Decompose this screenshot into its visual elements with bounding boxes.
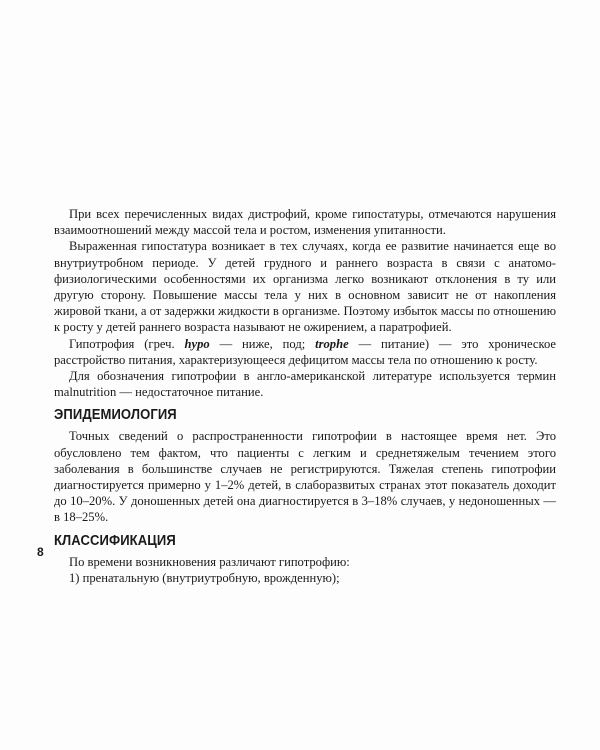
paragraph-hypotrophy-definition: [54, 336, 556, 368]
list-item-prenatal: 1) пренатальную (внутриутробную, врожденную);: [69, 570, 340, 585]
page-number: 8: [37, 545, 44, 559]
heading-classification: КЛАССИФИКАЦИЯ: [54, 532, 176, 549]
definition-mid: — ниже, под;: [209, 336, 316, 351]
definition-pre: Гипотрофия (греч.: [69, 336, 185, 351]
term-trophe: trophe: [315, 336, 349, 351]
paragraph-epidemiology: Точных сведений о распространенности гипотрофии в настоящее время нет. Это обусловлено тем фактом, что пациенты с легким и среднетяжелым течением этого заболевания в большинстве случаев не регистрируются. Тяжелая степень гипотрофии диагностируется примерно у 1–2% детей, в слаборазвитых странах этот показатель доходит до 10–20%. У доношенных детей она диагностируется в 3–18% случаев, у недоношенных — в 18–25%.: [54, 429, 556, 525]
paragraph-dystrophy-intro: При всех перечисленных видах дистрофий, кроме гипостатуры, отмечаются нарушения взаимоотношений между массой тела и ростом, изменения упитанности.: [54, 207, 556, 238]
definition-post: — питание) — это хроническое расстройство питания, характеризующееся дефицитом массы тела по отношению к росту.: [54, 336, 556, 367]
paragraph-malnutrition: Для обозначения гипотрофии в англо-американской литературе используется термин malnutrition — недостаточное питание.: [54, 369, 556, 400]
heading-epidemiology: ЭПИДЕМИОЛОГИЯ: [54, 407, 177, 424]
term-hypo: hypo: [184, 336, 210, 351]
paragraph-hypostature: Выраженная гипостатура возникает в тех случаях, когда ее развитие начинается еще во внутриутробном периоде. У детей грудного и раннего возраста в связи с анатомо-физиологическими особенностями их организма легко возникают отклонения в ту или другую сторону. Повышение массы тела у них в основном зависит не от накопления жировой ткани, а от задержки жидкости в организме. Поэтому избыток массы по отношению к росту у детей раннего возраста называют не ожирением, а паратрофией.: [54, 239, 556, 335]
page-content: [54, 206, 556, 586]
paragraph-classification-intro: По времени возникновения различают гипотрофию:: [69, 554, 350, 569]
